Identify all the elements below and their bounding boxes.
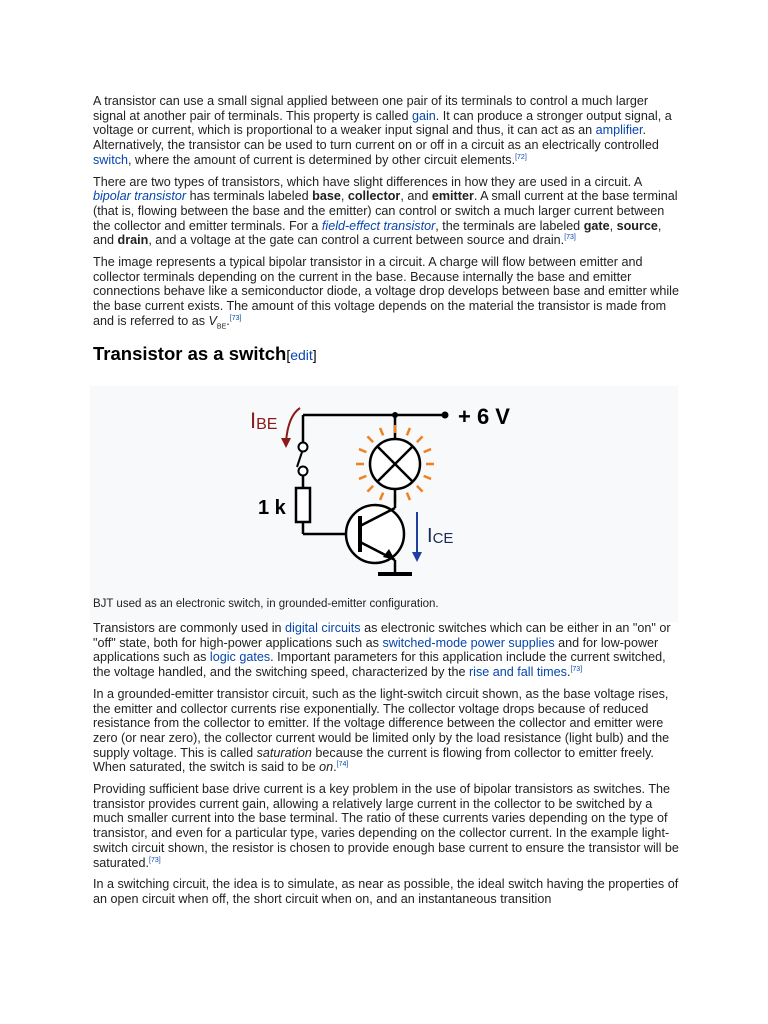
- glow-ray: [407, 428, 410, 435]
- link-gain[interactable]: gain: [411, 108, 436, 123]
- text: . A small current at the base terminal (that is, flowing between the base and the emitter) can control or switch a much larger current between the collector and emitter terminals. For a: [93, 189, 678, 233]
- ice-arrowhead: [412, 552, 422, 562]
- reference-link[interactable]: [72]: [515, 153, 527, 161]
- reference-link[interactable]: [73]: [229, 314, 242, 322]
- glow-ray: [367, 436, 373, 442]
- glow-ray: [359, 449, 366, 452]
- supply-terminal: [442, 412, 449, 419]
- text: Transistors are commonly used in: [93, 621, 286, 635]
- link-amplifier[interactable]: amplifier: [595, 123, 643, 138]
- ibe-label: [250, 408, 277, 433]
- edit-link[interactable]: edit: [290, 347, 313, 364]
- text: because the current is flowing from collector to emitter freely. When saturated, the switch is said to be: [93, 745, 654, 775]
- circuit-figure: [90, 386, 678, 622]
- text: ,: [609, 218, 617, 233]
- reference-link[interactable]: [73]: [149, 856, 161, 864]
- glow-ray: [380, 428, 383, 435]
- text: ,: [340, 189, 348, 204]
- link-logic-gates[interactable]: logic gates: [209, 650, 271, 665]
- edit-section: [286, 347, 316, 363]
- term-gate: gate: [583, 218, 610, 233]
- paragraph-types: [93, 175, 679, 249]
- switch-contact-top: [299, 443, 308, 452]
- glow-ray: [417, 486, 423, 492]
- glow-ray: [407, 493, 410, 500]
- link-switch[interactable]: switch: [93, 152, 128, 167]
- ice-label: [427, 525, 453, 547]
- text: . It can produce a stronger output signal, a voltage or current, which is proportional to a weaker input signal and thus, it can act as an: [93, 108, 672, 138]
- paragraph-image-description: [93, 255, 679, 335]
- text: .: [226, 313, 230, 328]
- text: .: [566, 665, 571, 680]
- text: as electronic switches which can be either in an "on" or "off" state, both for high-power applications such as: [93, 621, 671, 650]
- ibe-i: I: [250, 408, 257, 433]
- reference-link[interactable]: [74]: [336, 761, 349, 769]
- text: In a grounded-emitter transistor circuit, such as the light-switch circuit shown, as the base voltage rises, the emitter and collector currents rise exponentially. The collector voltage drops because of reduced resistance from the collector to emitter. If the voltage difference between the collector and emitter were zero (or near zero), the collector current would be limited only by the load resistance (light bulb) and the supply voltage. This is called: [93, 686, 670, 760]
- switch-contact-bottom: [299, 467, 308, 476]
- section-heading: [93, 343, 679, 366]
- glow-ray: [424, 449, 431, 452]
- bracket: ]: [312, 347, 317, 364]
- text: In a switching circuit, the idea is to simulate, as near as possible, the ideal switch having the properties of an open circuit when off, the short circuit when on, and an instantaneous transition: [93, 877, 679, 906]
- paragraph-switching: [93, 877, 679, 906]
- glow-ray: [367, 486, 373, 492]
- term-saturation: saturation: [256, 745, 312, 760]
- supply-voltage-label: + 6 V: [458, 404, 510, 429]
- heading-title: Transistor as a switch: [93, 343, 287, 365]
- text: and for low-power applications such as: [93, 635, 659, 665]
- ibe-arrowhead: [281, 438, 291, 448]
- glow-ray: [359, 476, 366, 479]
- link-smps[interactable]: switched-mode power supplies: [382, 635, 555, 650]
- ibe-arrow: [286, 408, 300, 442]
- glow-ray: [417, 436, 423, 442]
- resistor-label: 1 k: [258, 497, 286, 519]
- symbol-subscript: BE: [216, 323, 227, 331]
- paragraph-grounded-emitter: [93, 687, 679, 775]
- term-base: base: [312, 189, 341, 204]
- ice-sub: CE: [432, 530, 454, 547]
- text: . Important parameters for this application include the current switched, the voltage handled, and the switching speed, characterized by the: [93, 650, 666, 680]
- paragraph-digital: [93, 621, 679, 680]
- link-bipolar-transistor[interactable]: bipolar transistor: [93, 189, 187, 204]
- text: has terminals labeled: [186, 189, 313, 204]
- text: , and: [93, 218, 662, 248]
- figure-caption: BJT used as an electronic switch, in grounded-emitter configuration.: [93, 598, 439, 610]
- paragraph-amplifier: [93, 94, 679, 168]
- link-field-effect-transistor[interactable]: field-effect transistor: [321, 218, 436, 233]
- reference-link[interactable]: [73]: [570, 665, 583, 673]
- term-collector: collector: [347, 189, 401, 204]
- text: Providing sufficient base drive current is a key problem in the use of bipolar transistors as switches. The transistor provides current gain, allowing a relatively large current in the collector to be switched by a much smaller current into the base terminal. The ratio of these currents varies depending on the type of transistor, and even for a particular type, varies depending on the collector current. In the example light-switch circuit shown, the resistor is chosen to provide enough base current to ensure the transistor will be saturated.: [93, 782, 679, 870]
- term-on: on: [319, 760, 334, 775]
- link-rise-fall-times[interactable]: rise and fall times: [468, 665, 567, 680]
- text: There are two types of transistors, which have slight differences in how they are used in a circuit. A: [93, 174, 642, 189]
- article-body: [93, 94, 679, 372]
- circuit-diagram: [90, 386, 678, 622]
- text: , and a voltage at the gate can control a current between source and drain.: [148, 233, 565, 248]
- bracket: [: [286, 347, 291, 364]
- reference-link[interactable]: [73]: [564, 234, 576, 242]
- link-digital-circuits[interactable]: digital circuits: [285, 621, 361, 635]
- text: , where the amount of current is determined by other circuit elements.: [128, 152, 516, 167]
- resistor: [296, 488, 310, 522]
- term-emitter: emitter: [431, 189, 474, 204]
- switch-lever: [297, 452, 302, 467]
- ice-i: I: [427, 525, 433, 547]
- text: , and: [400, 189, 432, 204]
- text: The image represents a typical bipolar transistor in a circuit. A charge will flow between emitter and collector terminals depending on the current in the base. Because internally the base and emitter connections behave like a semiconductor diode, a voltage drop develops between base and emitter while the base current exists. The amount of this voltage depends on the material the transistor is made from and is referred to as: [93, 255, 679, 328]
- glow-ray: [424, 476, 431, 479]
- symbol-v: V: [208, 313, 217, 328]
- text: . Alternatively, the transistor can be used to turn current on or off in a circuit as an electrically controlled: [93, 123, 659, 153]
- term-drain: drain: [117, 233, 149, 248]
- glow-ray: [380, 493, 383, 500]
- transistor-body: [346, 505, 404, 563]
- paragraph-base-drive: [93, 782, 679, 870]
- article-body-lower: [93, 621, 679, 914]
- text: , the terminals are labeled: [435, 218, 584, 233]
- term-source: source: [616, 218, 658, 233]
- text: .: [333, 760, 337, 775]
- ibe-sub: BE: [256, 416, 278, 433]
- text: A transistor can use a small signal applied between one pair of its terminals to control a much larger signal at another pair of terminals. This property is called: [93, 94, 649, 123]
